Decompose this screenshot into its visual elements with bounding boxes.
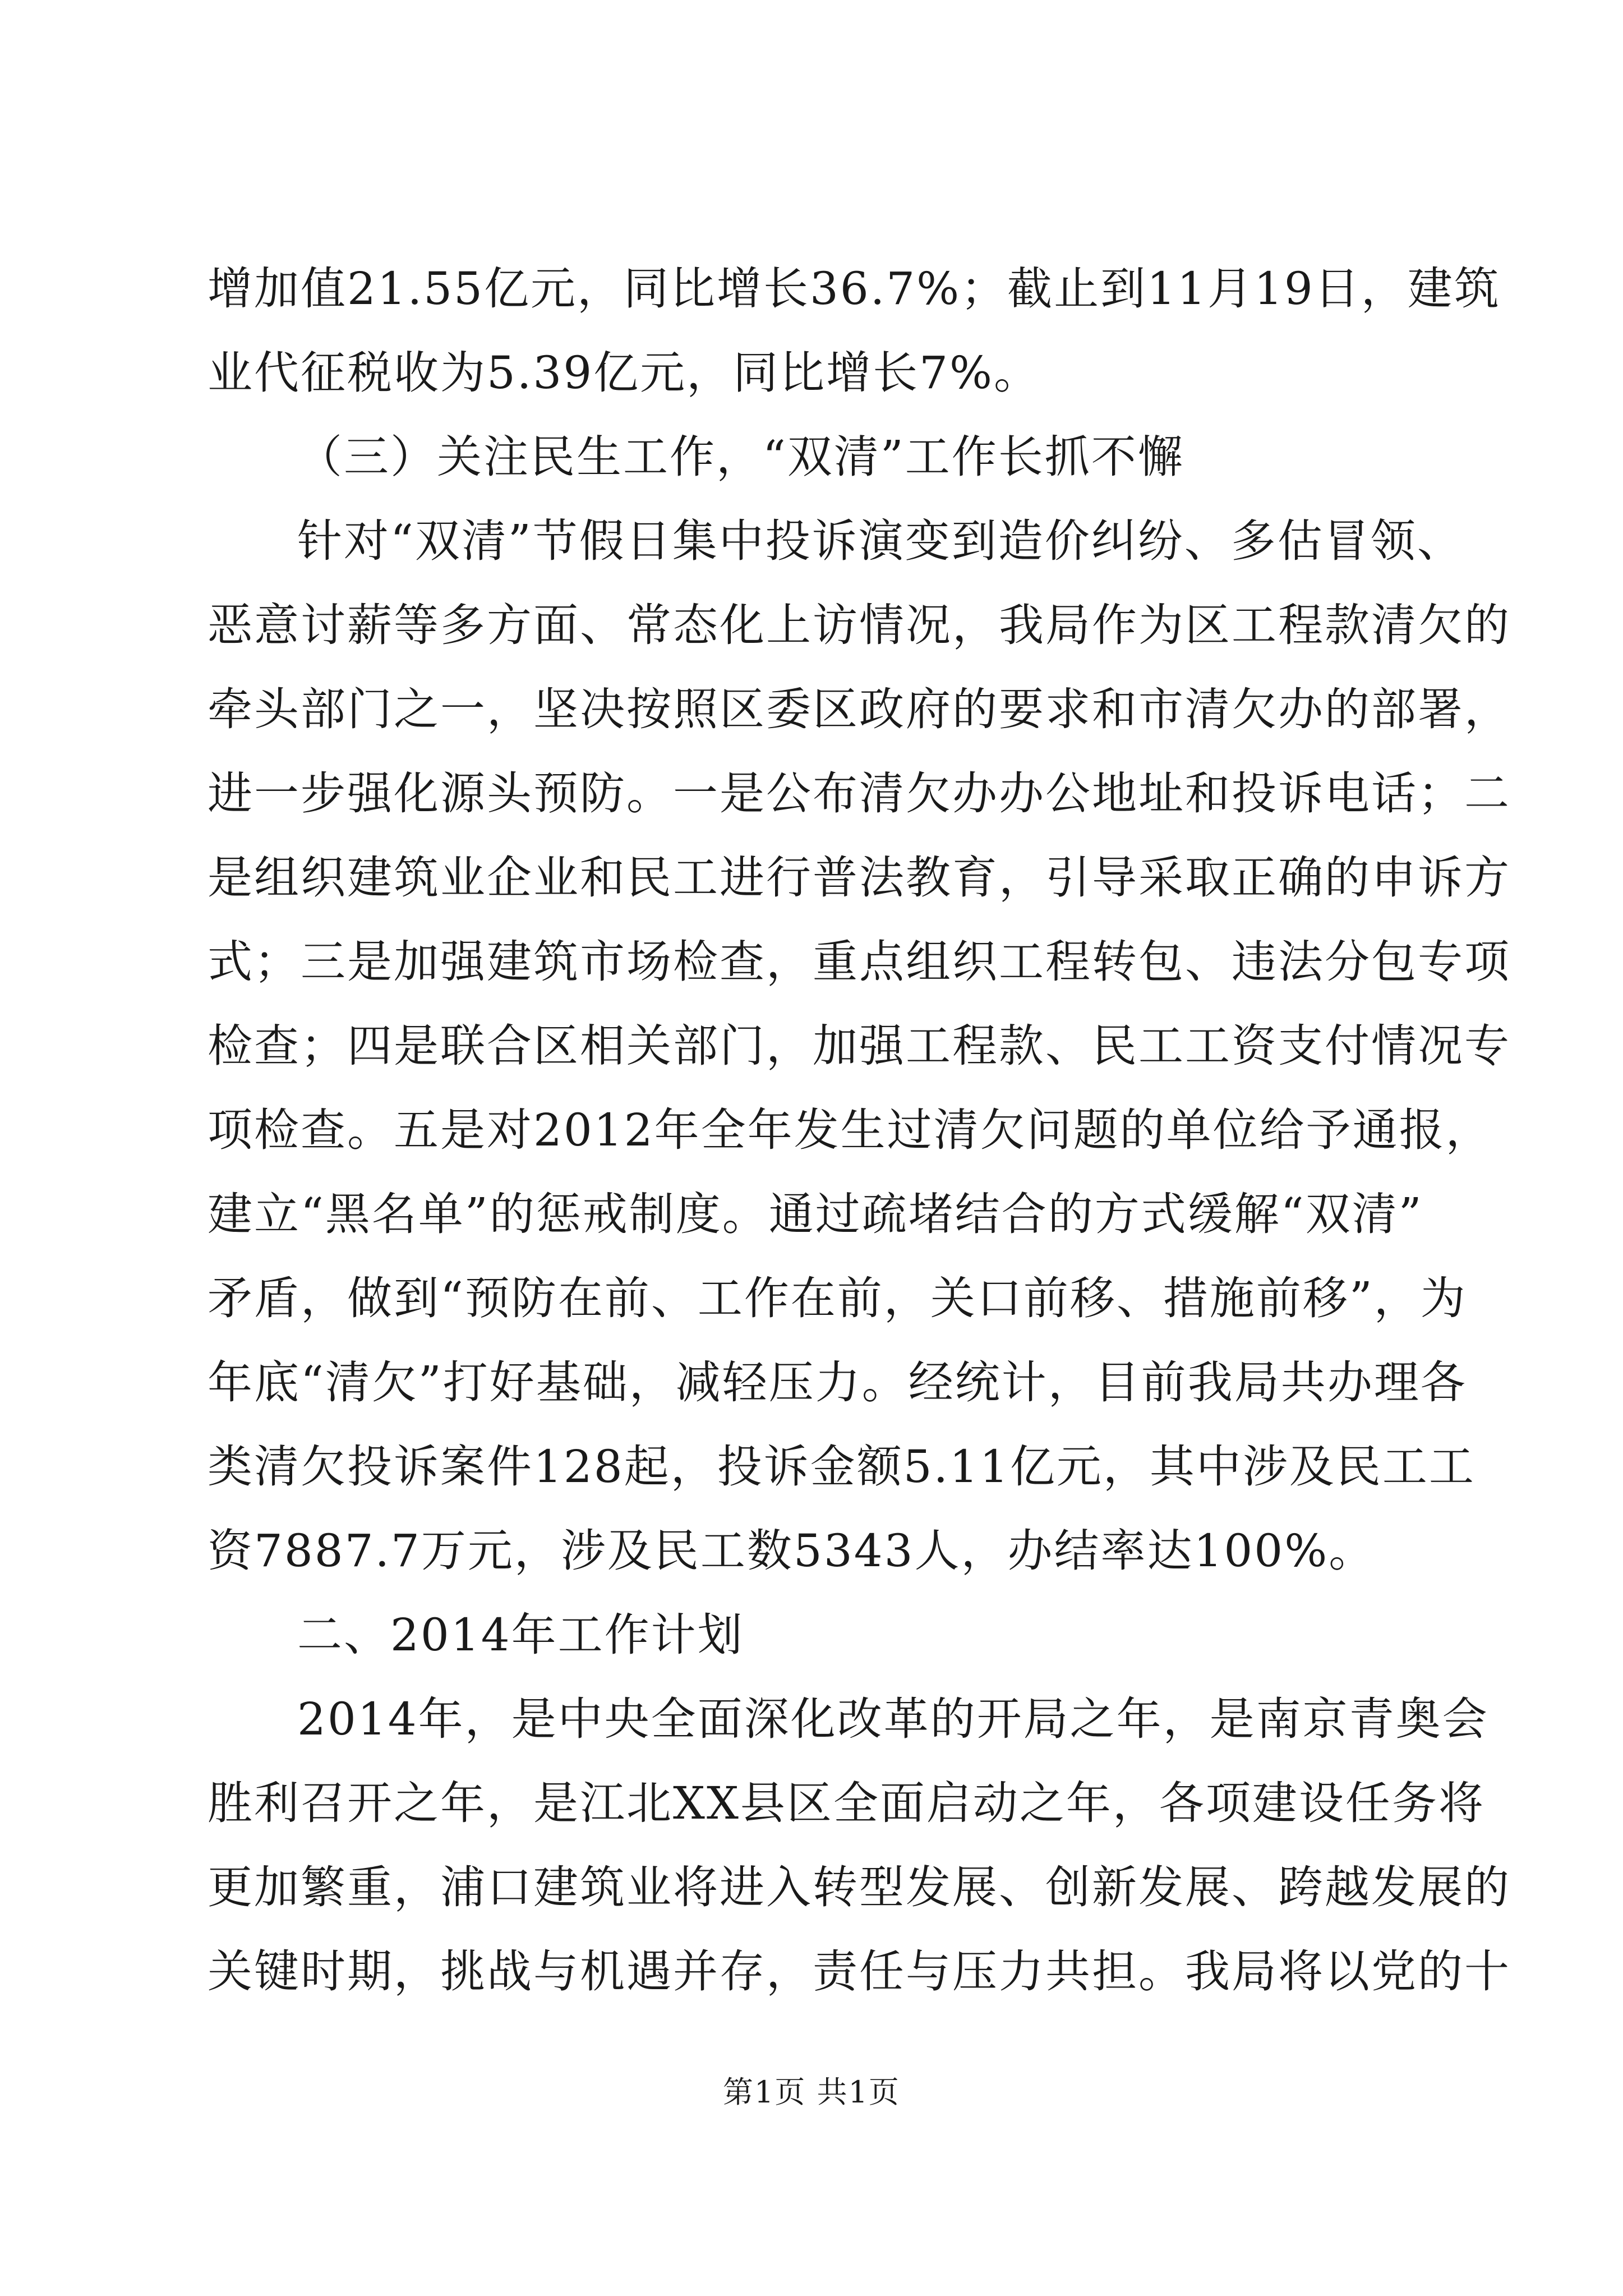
body-line: 式；三是加强建筑市场检查，重点组织工程转包、违法分包专项 — [208, 936, 1511, 988]
paragraph-start-line: 针对“双清”节假日集中投诉演变到造价纠纷、多估冒领、 — [297, 515, 1464, 567]
body-line: 关键时期，挑战与机遇并存，责任与压力共担。我局将以党的十 — [208, 1945, 1511, 1998]
body-line: 类清欠投诉案件128起，投诉金额5.11亿元，其中涉及民工工 — [208, 1441, 1476, 1493]
body-line: 业代征税收为5.39亿元，同比增长7%。 — [208, 347, 1041, 399]
body-line: 检查；四是联合区相关部门，加强工程款、民工工资支付情况专 — [208, 1020, 1511, 1072]
body-line: 胜利召开之年，是江北XX县区全面启动之年，各项建设任务将 — [208, 1777, 1485, 1829]
section-heading: （三）关注民生工作，“双清”工作长抓不懈 — [297, 431, 1184, 483]
body-line: 恶意讨薪等多方面、常态化上访情况，我局作为区工程款清欠的 — [208, 599, 1511, 651]
body-line: 项检查。五是对2012年全年发生过清欠问题的单位给予通报， — [208, 1104, 1492, 1156]
body-line: 是组织建筑业企业和民工进行普法教育，引导采取正确的申诉方 — [208, 852, 1511, 904]
paragraph-start-line: 2014年，是中央全面深化改革的开局之年，是南京青奥会 — [297, 1693, 1489, 1745]
section-heading: 二、2014年工作计划 — [297, 1609, 744, 1661]
body-line: 进一步强化源头预防。一是公布清欠办办公地址和投诉电话；二 — [208, 767, 1511, 820]
body-line: 资7887.7万元，涉及民工数5343人，办结率达100%。 — [208, 1525, 1376, 1577]
body-line: 年底“清欠”打好基础，减轻压力。经统计，目前我局共办理各 — [208, 1356, 1467, 1409]
body-line: 矛盾，做到“预防在前、工作在前，关口前移、措施前移”，为 — [208, 1272, 1467, 1324]
body-line: 牵头部门之一，坚决按照区委区政府的要求和市清欠办的部署， — [208, 683, 1511, 735]
body-line: 更加繁重，浦口建筑业将进入转型发展、创新发展、跨越发展的 — [208, 1861, 1511, 1913]
body-line: 建立“黑名单”的惩戒制度。通过疏堵结合的方式缓解“双清” — [208, 1188, 1423, 1240]
page-number-footer: 第1页 共1页 — [723, 2074, 900, 2110]
body-line: 增加值21.55亿元，同比增长36.7%；截止到11月19日，建筑 — [208, 263, 1501, 315]
